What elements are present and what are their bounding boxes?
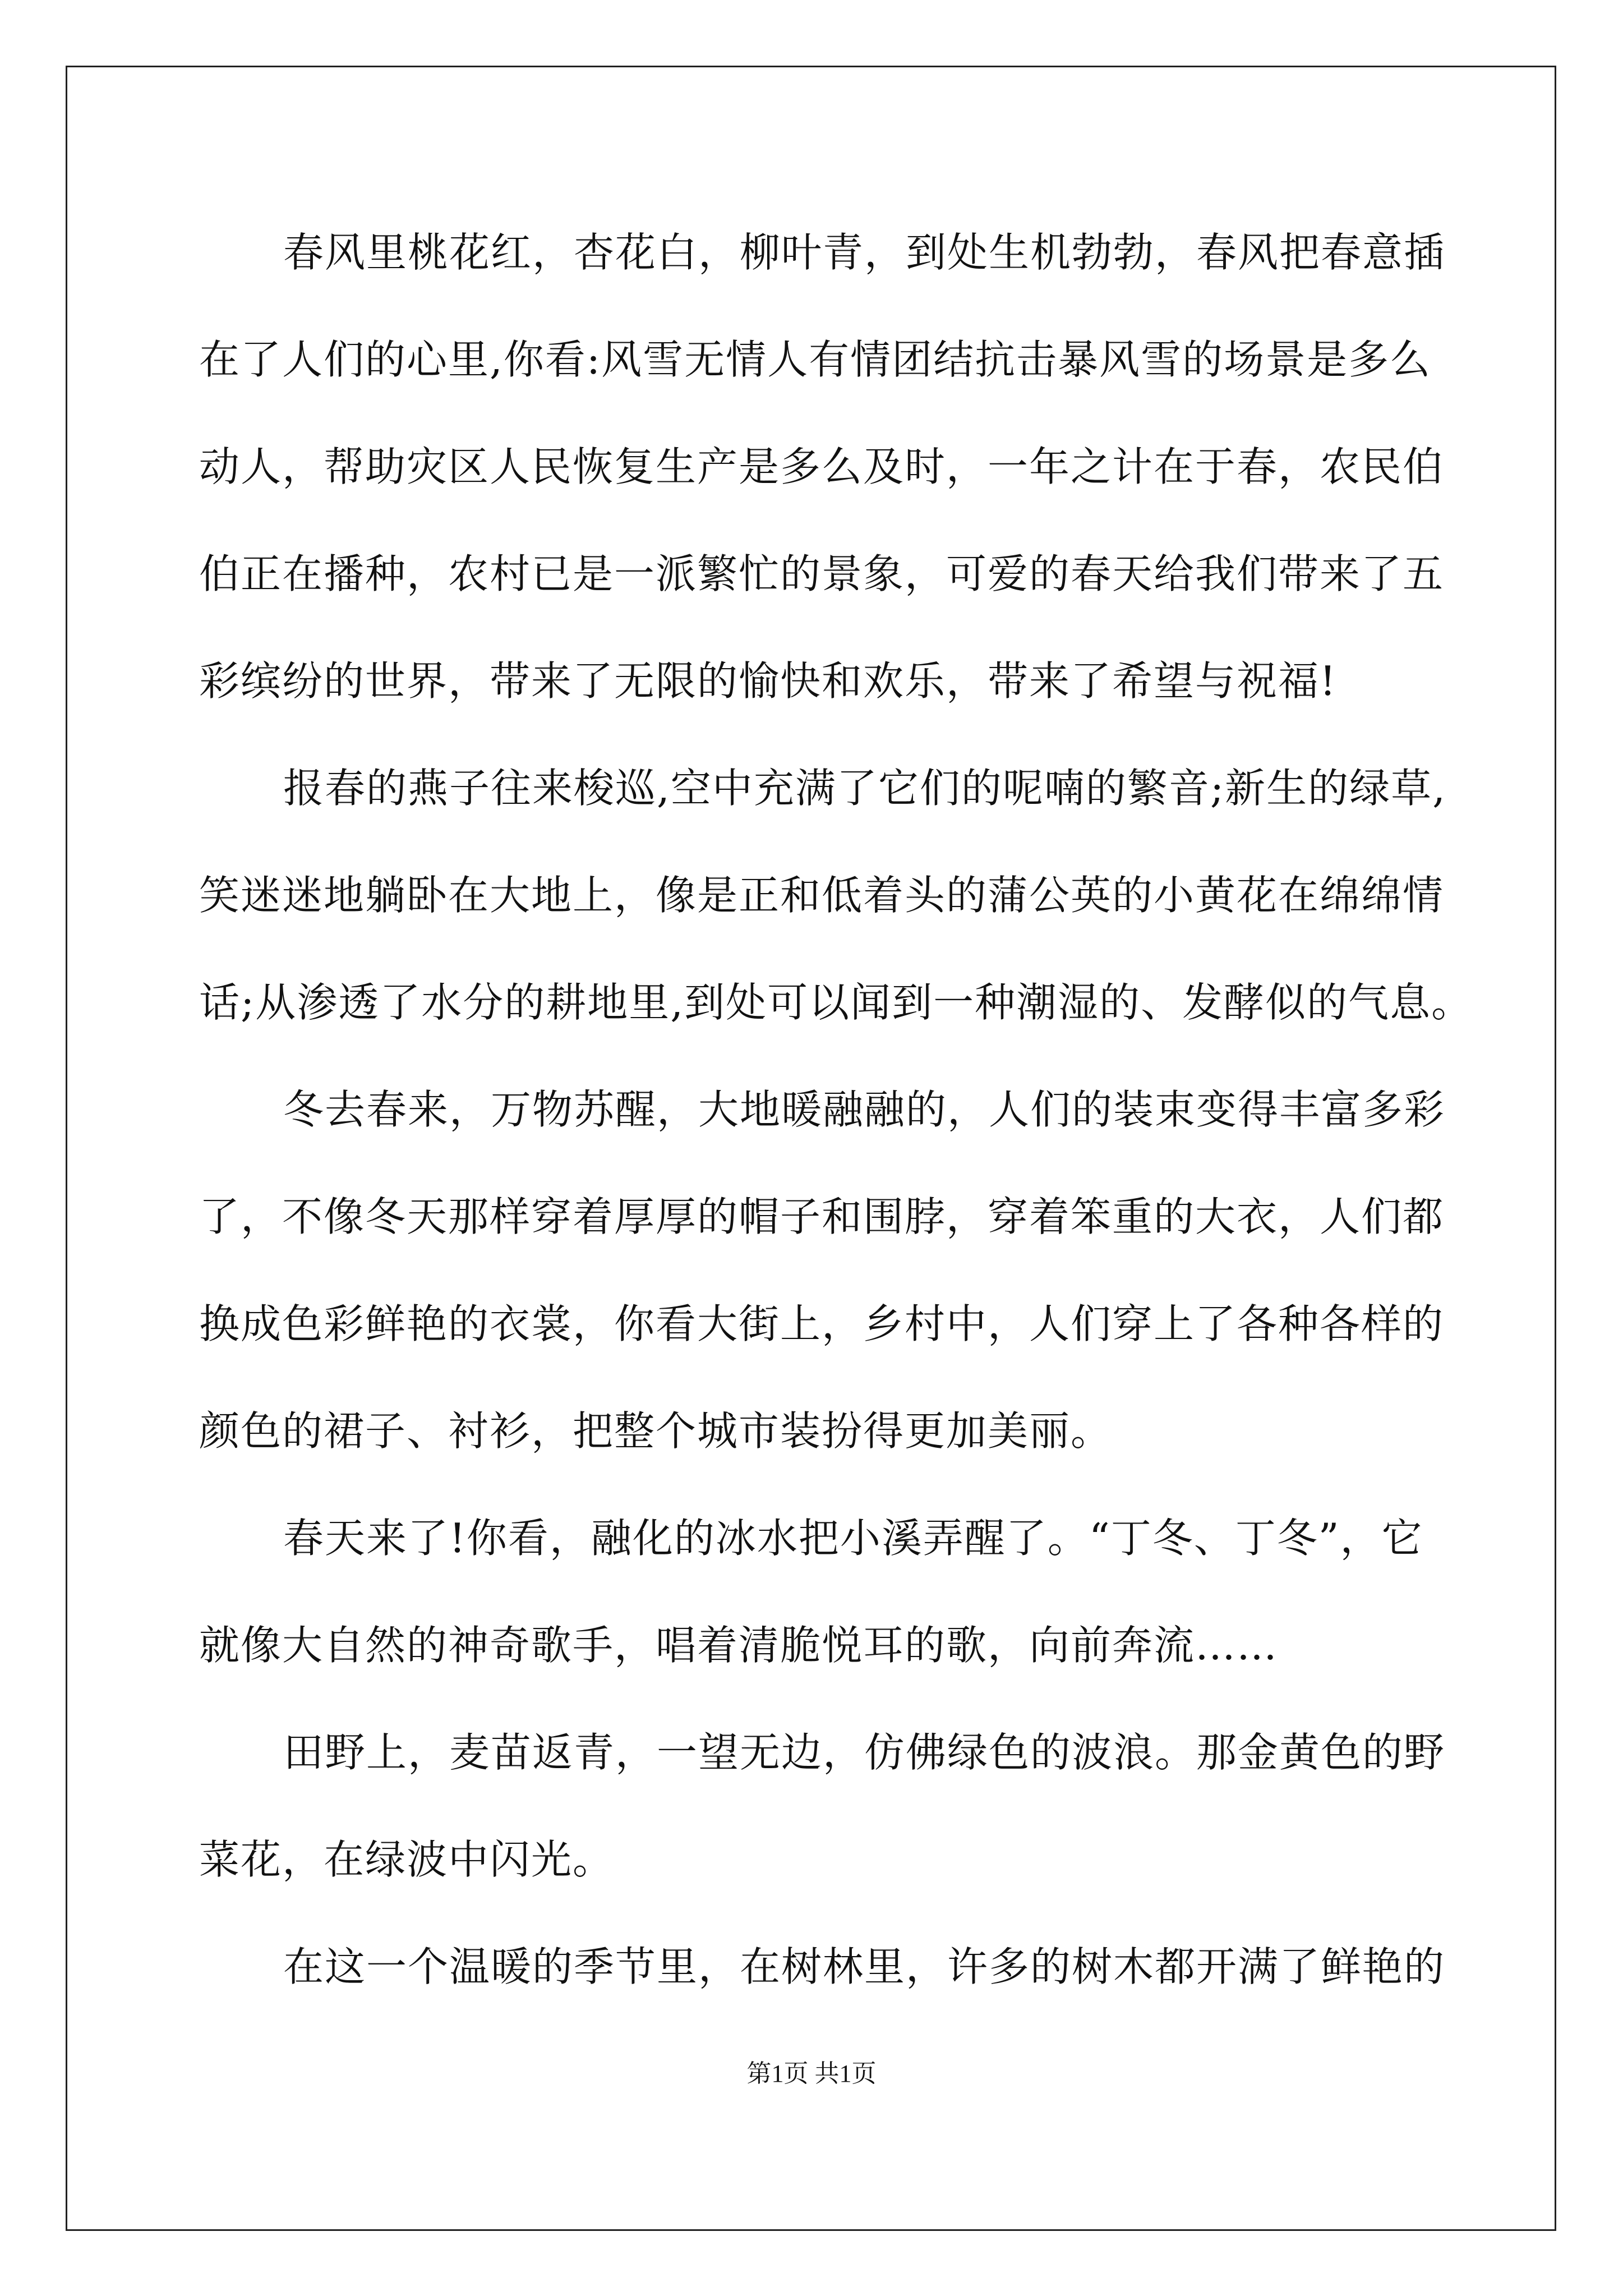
paragraph-2-line-1: 报春的燕子往来梭巡,空中充满了它们的呢喃的繁音;新生的绿草, — [283, 765, 1447, 812]
paragraph-3-line-4: 颜色的裙子、衬衫，把整个城市装扮得更加美丽。 — [199, 1407, 1113, 1455]
paragraph-4-line-2: 就像大自然的神奇歌手，唱着清脆悦耳的歌，向前奔流…… — [199, 1622, 1279, 1669]
paragraph-6-line-1: 在这一个温暖的季节里，在树林里，许多的树木都开满了鲜艳的 — [283, 1943, 1446, 1990]
paragraph-5-line-2: 菜花，在绿波中闪光。 — [199, 1836, 615, 1883]
paragraph-5-line-1: 田野上，麦苗返青，一望无边，仿佛绿色的波浪。那金黄色的野 — [283, 1729, 1446, 1776]
paragraph-1-line-5: 彩缤纷的世界，带来了无限的愉快和欢乐，带来了希望与祝福! — [199, 657, 1337, 705]
paragraph-3-line-3: 换成色彩鲜艳的衣裳，你看大街上，乡村中，人们穿上了各种各样的 — [199, 1300, 1445, 1347]
paragraph-2-line-3: 话;从渗透了水分的耕地里,到处可以闻到一种潮湿的、发酵似的气息。 — [199, 979, 1473, 1026]
paragraph-4-line-1: 春天来了!你看，融化的冰水把小溪弄醒了。“丁冬、丁冬”，它 — [283, 1515, 1423, 1562]
paragraph-3-line-1: 冬去春来，万物苏醒，大地暖融融的，人们的装束变得丰富多彩 — [283, 1086, 1446, 1133]
paragraph-1-line-1: 春风里桃花红，杏花白，柳叶青，到处生机勃勃，春风把春意插 — [283, 229, 1446, 276]
paragraph-1-line-2: 在了人们的心里,你看:风雪无情人有情团结抗击暴风雪的场景是多么 — [199, 336, 1432, 383]
paragraph-1-line-4: 伯正在播种，农村已是一派繁忙的景象，可爱的春天给我们带来了五 — [199, 550, 1445, 597]
paragraph-2-line-2: 笑迷迷地躺卧在大地上，像是正和低着头的蒲公英的小黄花在绵绵情 — [199, 872, 1445, 919]
page-footer: 第1页 共1页 — [746, 2060, 877, 2087]
paragraph-3-line-2: 了，不像冬天那样穿着厚厚的帽子和围脖，穿着笨重的大衣，人们都 — [199, 1193, 1445, 1240]
paragraph-1-line-3: 动人，帮助灾区人民恢复生产是多么及时，一年之计在于春，农民伯 — [199, 443, 1445, 490]
